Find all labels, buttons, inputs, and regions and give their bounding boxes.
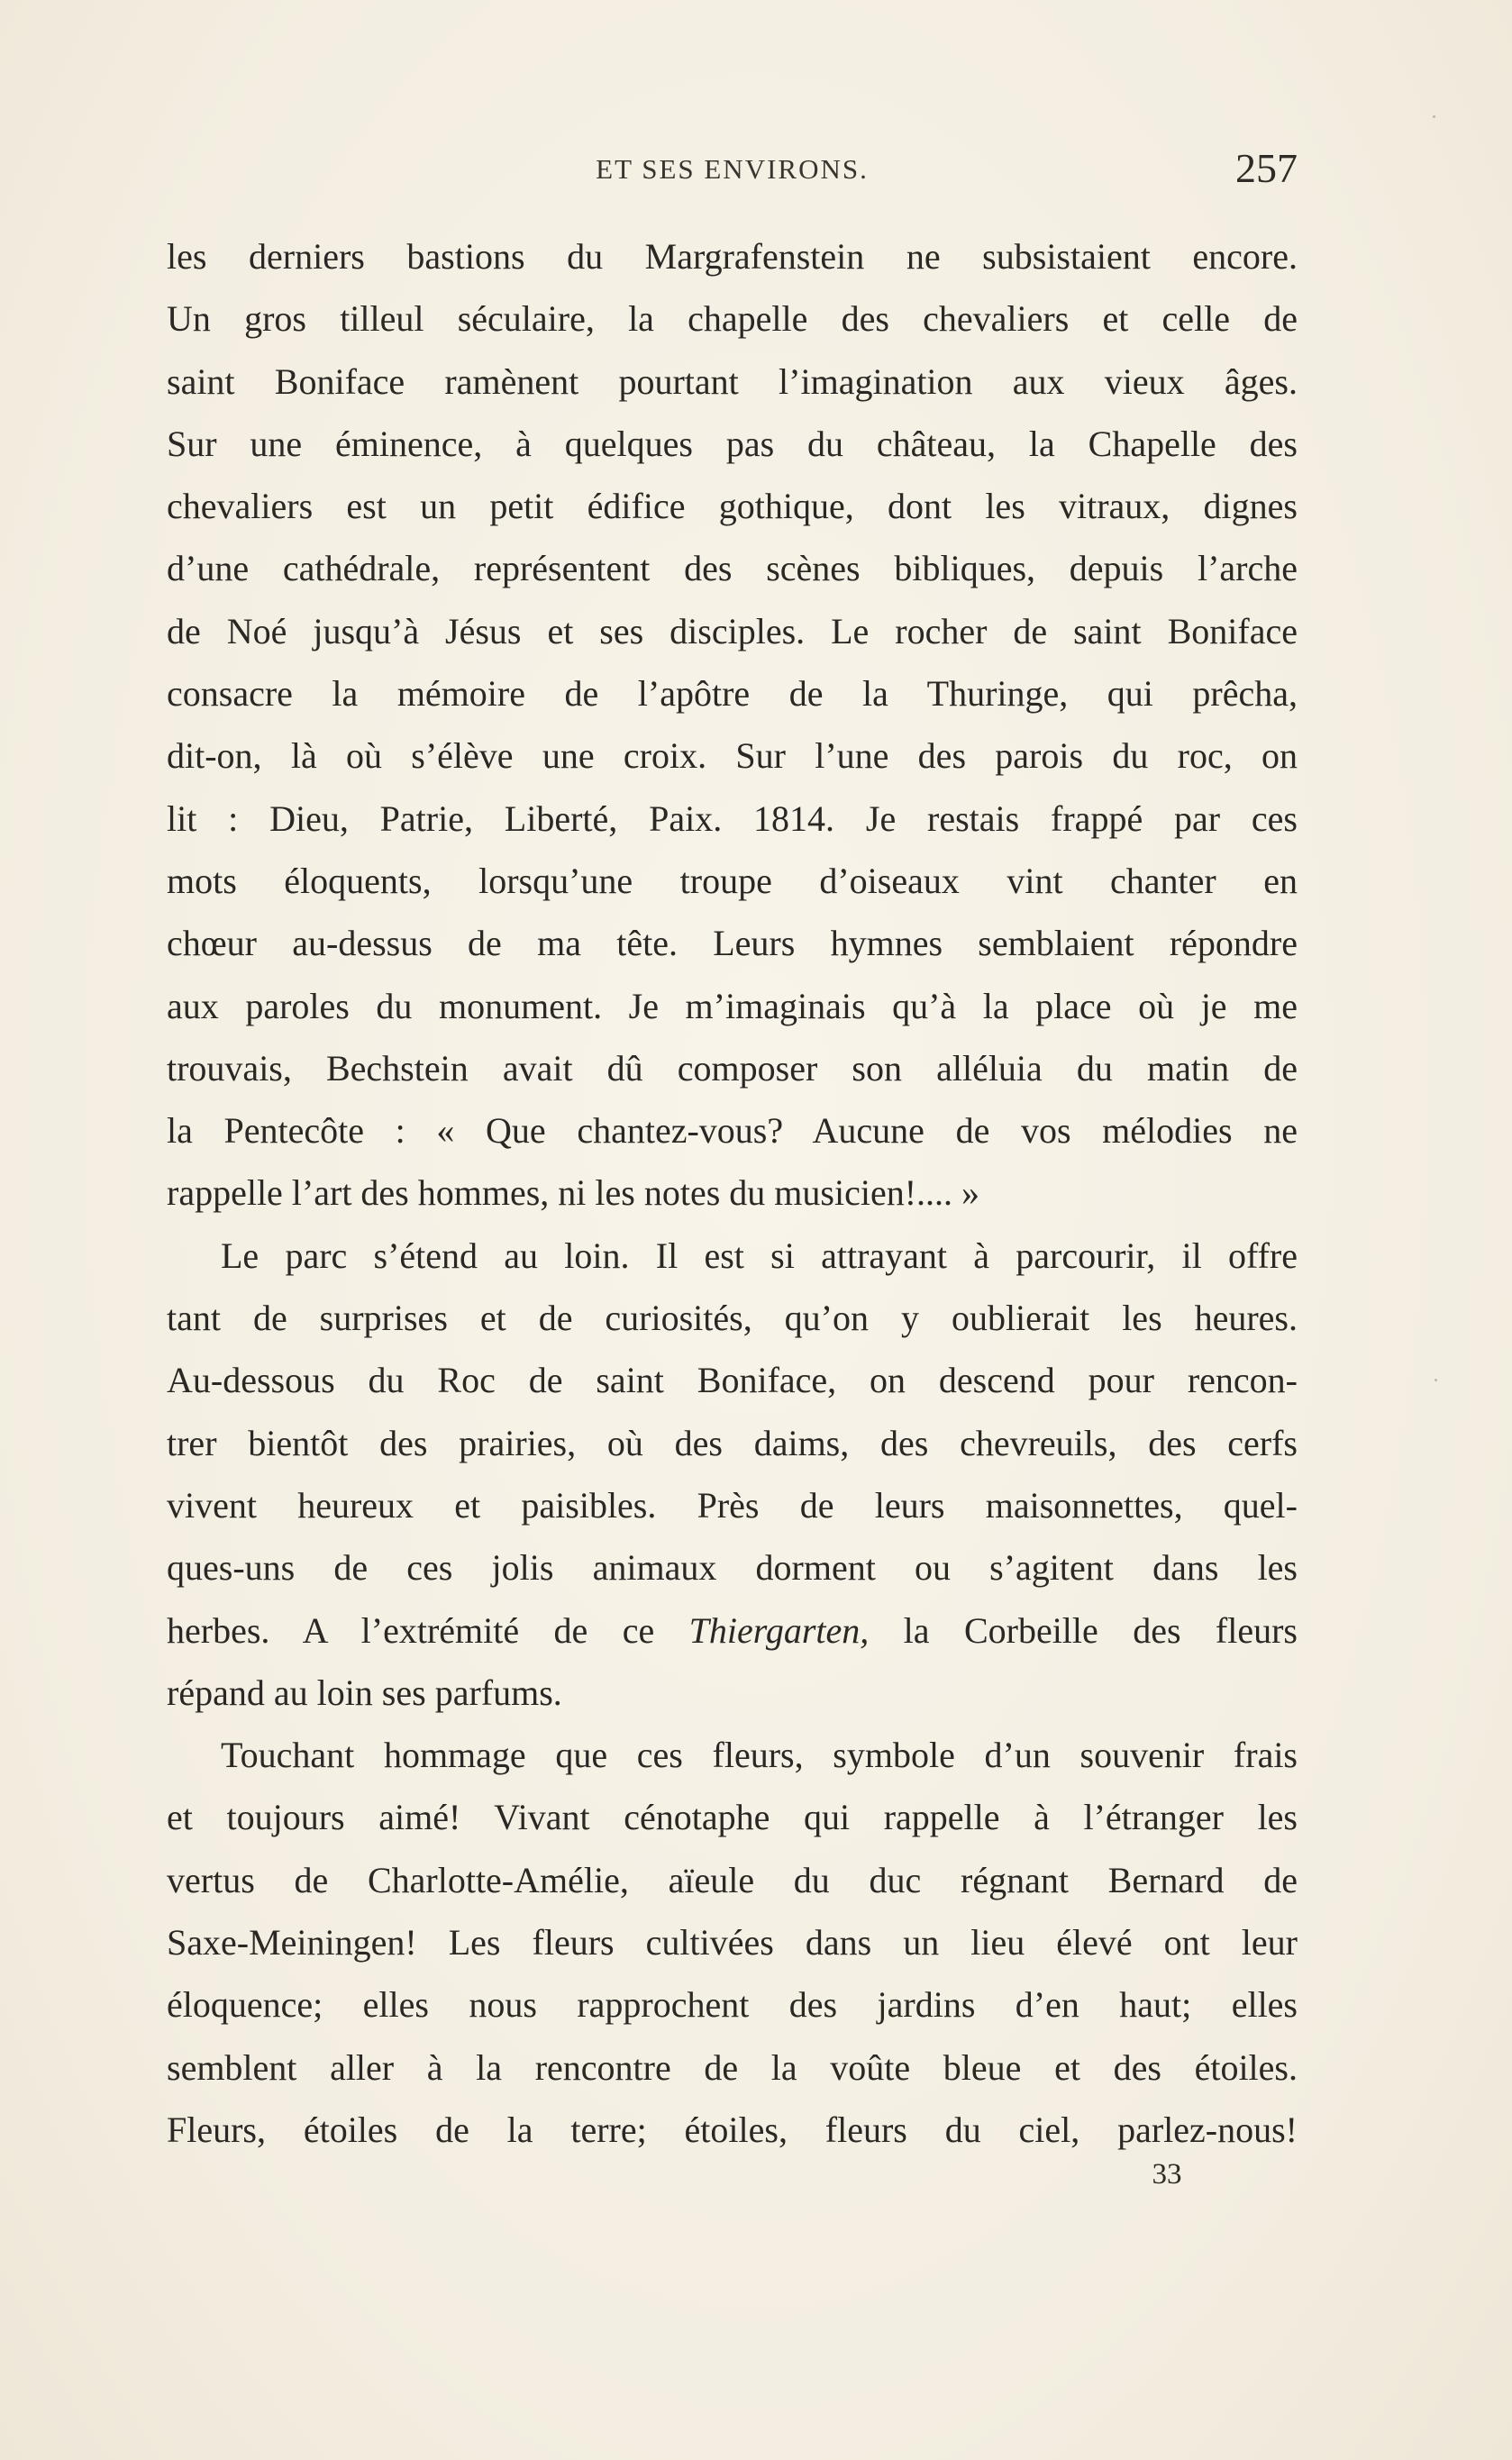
text-line: de Noé jusqu’à Jésus et ses disciples. Le rocher de saint Boniface (167, 610, 1298, 651)
text-line: saint Boniface ramènent pourtant l’imagination aux vieux âges. (167, 360, 1298, 402)
page-number: 257 (1235, 145, 1298, 191)
page-header (167, 146, 1298, 200)
text-line: et toujours aimé! Vivant cénotaphe qui rappelle à l’étranger les (167, 1797, 1298, 1838)
text-line: chœur au-dessus de ma tête. Leurs hymnes semblaient répondre (167, 923, 1298, 964)
text-line: les derniers bastions du Margrafenstein ne subsistaient encore. (167, 236, 1298, 277)
text-run: la Corbeille des fleurs (869, 1609, 1298, 1651)
text-line: mots éloquents, lorsqu’une troupe d’oiseaux vint chanter en (167, 860, 1298, 901)
text-line: aux paroles du monument. Je m’imaginais qu’à la place où je me (167, 985, 1298, 1026)
running-head: ET SES ENVIRONS. (596, 153, 869, 185)
body-text (167, 225, 1298, 2161)
text-line: éloquence; elles nous rapprochent des jardins d’en haut; elles (167, 1984, 1298, 2026)
text-line: Touchant hommage que ces fleurs, symbole d’un souvenir frais (221, 1735, 1298, 1776)
text-line: Fleurs, étoiles de la terre; étoiles, fleurs du ciel, parlez-nous! (167, 2109, 1298, 2150)
text-line: la Pentecôte : « Que chantez-vous? Aucune de vos mélodies ne (167, 1110, 1298, 1152)
text-line: Saxe-Meiningen! Les fleurs cultivées dans un lieu élevé ont leur (167, 1922, 1298, 1963)
text-line: Le parc s’étend au loin. Il est si attrayant à parcourir, il offre (221, 1235, 1298, 1276)
paper-speck (1433, 115, 1435, 118)
text-line: répand au loin ses parfums. (167, 1672, 562, 1713)
text-line: chevaliers est un petit édifice gothique, dont les vitraux, dignes (167, 486, 1298, 527)
text-line: d’une cathédrale, représentent des scènes bibliques, depuis l’arche (167, 548, 1298, 589)
text-line: consacre la mémoire de l’apôtre de la Thuringe, qui prêcha, (167, 673, 1298, 715)
text-line: vertus de Charlotte-Amélie, aïeule du duc régnant Bernard de (167, 1859, 1298, 1900)
text-line: trouvais, Bechstein avait dû composer son alléluia du matin de (167, 1047, 1298, 1089)
paper-speck (1435, 1379, 1437, 1381)
text-line: tant de surprises et de curiosités, qu’on y oublierait les heures. (167, 1298, 1298, 1339)
text-line: Sur une éminence, à quelques pas du château, la Chapelle des (167, 423, 1298, 464)
text-line: Un gros tilleul séculaire, la chapelle des chevaliers et celle de (167, 298, 1298, 340)
text-line (167, 1599, 1298, 1662)
signature-mark: 33 (1152, 2158, 1182, 2191)
text-line: lit : Dieu, Patrie, Liberté, Paix. 1814. Je restais frappé par ces (167, 797, 1298, 839)
text-line: dit-on, là où s’élève une croix. Sur l’une des parois du roc, on (167, 735, 1298, 777)
text-line: rappelle l’art des hommes, ni les notes du musicien!.... » (167, 1172, 980, 1214)
text-run: herbes. A l’extrémité de ce (167, 1609, 689, 1651)
text-line: trer bientôt des prairies, où des daims, des chevreuils, des cerfs (167, 1422, 1298, 1463)
italic-term: Thiergarten, (688, 1609, 870, 1651)
text-line: Au-dessous du Roc de saint Boniface, on descend pour rencon- (167, 1360, 1298, 1401)
text-line: semblent aller à la rencontre de la voûte bleue et des étoiles. (167, 2046, 1298, 2088)
text-line: ques-uns de ces jolis animaux dorment ou s’agitent dans les (167, 1547, 1298, 1589)
text-line: vivent heureux et paisibles. Près de leurs maisonnettes, quel- (167, 1484, 1298, 1526)
